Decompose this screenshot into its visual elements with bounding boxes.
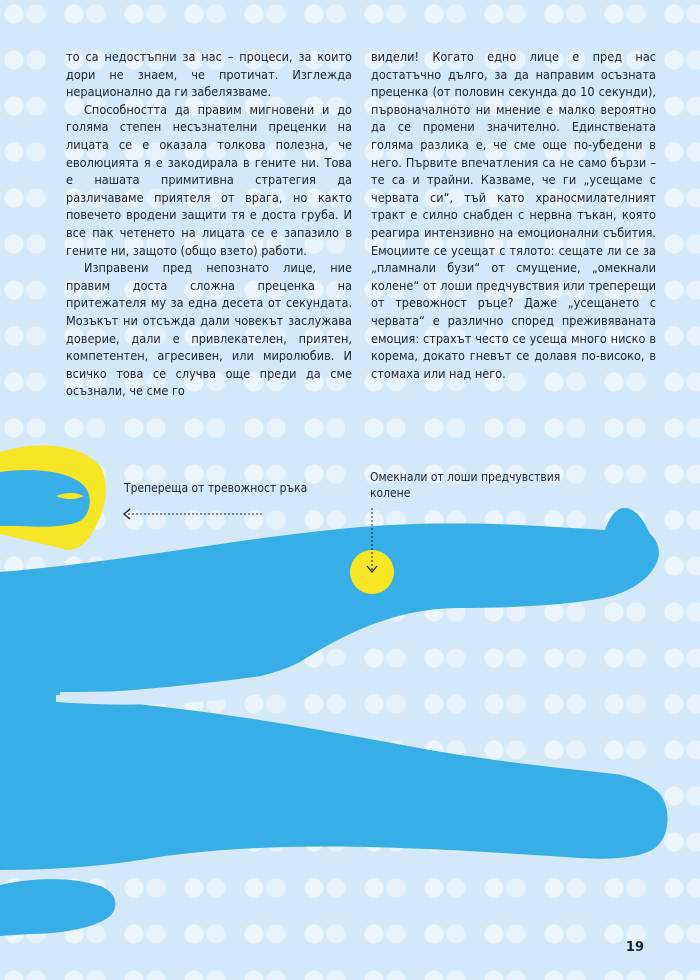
body-illustration bbox=[0, 430, 700, 980]
legs-figure bbox=[0, 508, 668, 936]
arrow-left-icon bbox=[124, 509, 262, 519]
paragraph: Способността да правим мигновени и до голяма степен несъзнателни преценки на лицата се е оказала толкова полезна, че еволюцията я е закодирала в гените ни. Това е нашата примитивна стратегия да различаваме приятеля от врага, но както повечето вродени защити тя е доста груба. И все пак четенето на лицата се е запазило в гените ни, защото (общо взето) работи. bbox=[66, 101, 352, 258]
paragraph: видели! Когато едно лице е пред нас достатъчно дълго, за да направим осъзната преценка (от половин секунда до 10 секунди), първоначалното ни мнение е малко вероятно да се промени значително. Единствената голяма разлика е, че сме още по-убедени в него. Първите впечатления са не само бързи – те са и трайни. Казваме, че ги „усещаме с червата си“, тъй като храносмилателният тракт е силно снабден с нервна тъкан, която реагира интензивно на емоционални събития. Емоциите се усещат с тялото: сещате ли се за „пламнали бузи“ от смущение, „омекнали колене“ от лоши предчувствия или треперещи от тревожност ръце? Даже „усещането с червата“ е различно според преживяваната емоция: страхът често се усеща много ниско в корема, докато гневът се долавя по-високо, в стомаха или над него. bbox=[371, 49, 656, 381]
page-number: 19 bbox=[625, 940, 644, 955]
hand-label: Трепереща от тревожност ръка bbox=[124, 481, 308, 495]
paragraph: Изправени пред непознато лице, ние правим доста сложна преценка на притежателя му за една десета от секундата. Мозъкът ни отсъжда дали човекът заслужава доверие, дали е привлекателен, приятен, компетентен, агресивен, или миролюбив. И всичко това се случва още преди да сме осъзнали, че сме го bbox=[66, 260, 352, 399]
paragraph: то са недостъпни за нас – процеси, за които дори не знаем, че протичат. Изглежда нерационално да ги забелязваме. bbox=[66, 49, 352, 100]
knee-label: Омекнали от лоши предчувствия колене bbox=[370, 470, 561, 500]
text-column-right bbox=[371, 48, 656, 382]
text-column-left bbox=[66, 48, 352, 400]
trembling-hand bbox=[0, 445, 106, 550]
